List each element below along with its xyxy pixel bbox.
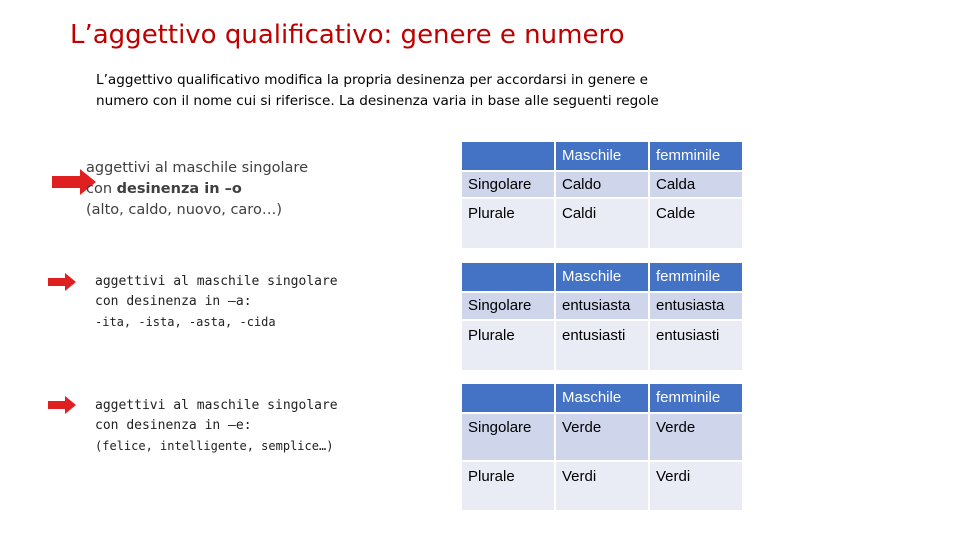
table-header-cell: femminile: [649, 383, 743, 413]
table-cell: entusiasti: [649, 320, 743, 371]
rule-block-o: [86, 158, 308, 221]
declension-table-1: [460, 140, 744, 250]
table-cell: entusiasta: [649, 292, 743, 320]
table-cell: Verdi: [649, 461, 743, 511]
table-row: [461, 320, 743, 371]
declension-table-3: [460, 382, 744, 512]
table-header-cell: [461, 141, 555, 171]
table-cell: Singolare: [461, 413, 555, 461]
table-cell: Singolare: [461, 292, 555, 320]
table-cell: Verde: [649, 413, 743, 461]
rule-prefix: con: [95, 418, 127, 433]
table-header-cell: femminile: [649, 141, 743, 171]
table-cell: Verdi: [555, 461, 649, 511]
table-cell: Calde: [649, 198, 743, 249]
rule-line: aggettivi al maschile singolare: [95, 274, 338, 289]
slide-title: L’aggettivo qualificativo: genere e numero: [70, 20, 625, 50]
table-row: [461, 171, 743, 198]
arrow-right-icon: [48, 273, 76, 291]
table-header-cell: Maschile: [555, 141, 649, 171]
rule-prefix: con: [95, 294, 127, 309]
rule-line: [95, 416, 338, 436]
table-row: [461, 461, 743, 511]
rule-line: [86, 179, 308, 200]
table-row: [461, 198, 743, 249]
rule-line: aggettivi al maschile singolare: [95, 398, 338, 413]
table-header-cell: Maschile: [555, 262, 649, 292]
table-header-cell: [461, 383, 555, 413]
table-header-cell: Maschile: [555, 383, 649, 413]
rule-block-e: [95, 396, 338, 456]
table-row: [461, 292, 743, 320]
arrow-right-icon: [48, 396, 76, 414]
rule-examples: (alto, caldo, nuovo, caro…): [86, 202, 282, 218]
table-cell: Verde: [555, 413, 649, 461]
rule-ending: desinenza in –a:: [126, 294, 252, 309]
table-header-cell: femminile: [649, 262, 743, 292]
rule-block-a: [95, 272, 338, 332]
intro-line-2: numero con il nome cui si riferisce. La desinenza varia in base alle seguenti regole: [96, 93, 659, 109]
rule-examples: -ita, -ista, -asta, -cida: [95, 315, 276, 329]
rule-ending: desinenza in –o: [116, 181, 242, 197]
rule-examples: (felice, intelligente, semplice…): [95, 439, 334, 453]
rule-prefix: con: [86, 181, 117, 197]
table-header-cell: [461, 262, 555, 292]
table-cell: Plurale: [461, 320, 555, 371]
intro-line-1: L’aggettivo qualificativo modifica la propria desinenza per accordarsi in genere e: [96, 72, 649, 88]
rule-line: aggettivi al maschile singolare: [86, 160, 308, 176]
table-cell: Plurale: [461, 461, 555, 511]
table-cell: Plurale: [461, 198, 555, 249]
table-cell: Caldo: [555, 171, 649, 198]
table-cell: Caldi: [555, 198, 649, 249]
table-cell: entusiasti: [555, 320, 649, 371]
rule-line: [95, 292, 338, 312]
table-cell: entusiasta: [555, 292, 649, 320]
rule-ending: desinenza in –e:: [126, 418, 252, 433]
table-cell: Singolare: [461, 171, 555, 198]
intro-paragraph: [96, 70, 706, 112]
declension-table-2: [460, 261, 744, 372]
table-cell: Calda: [649, 171, 743, 198]
table-row: [461, 413, 743, 461]
